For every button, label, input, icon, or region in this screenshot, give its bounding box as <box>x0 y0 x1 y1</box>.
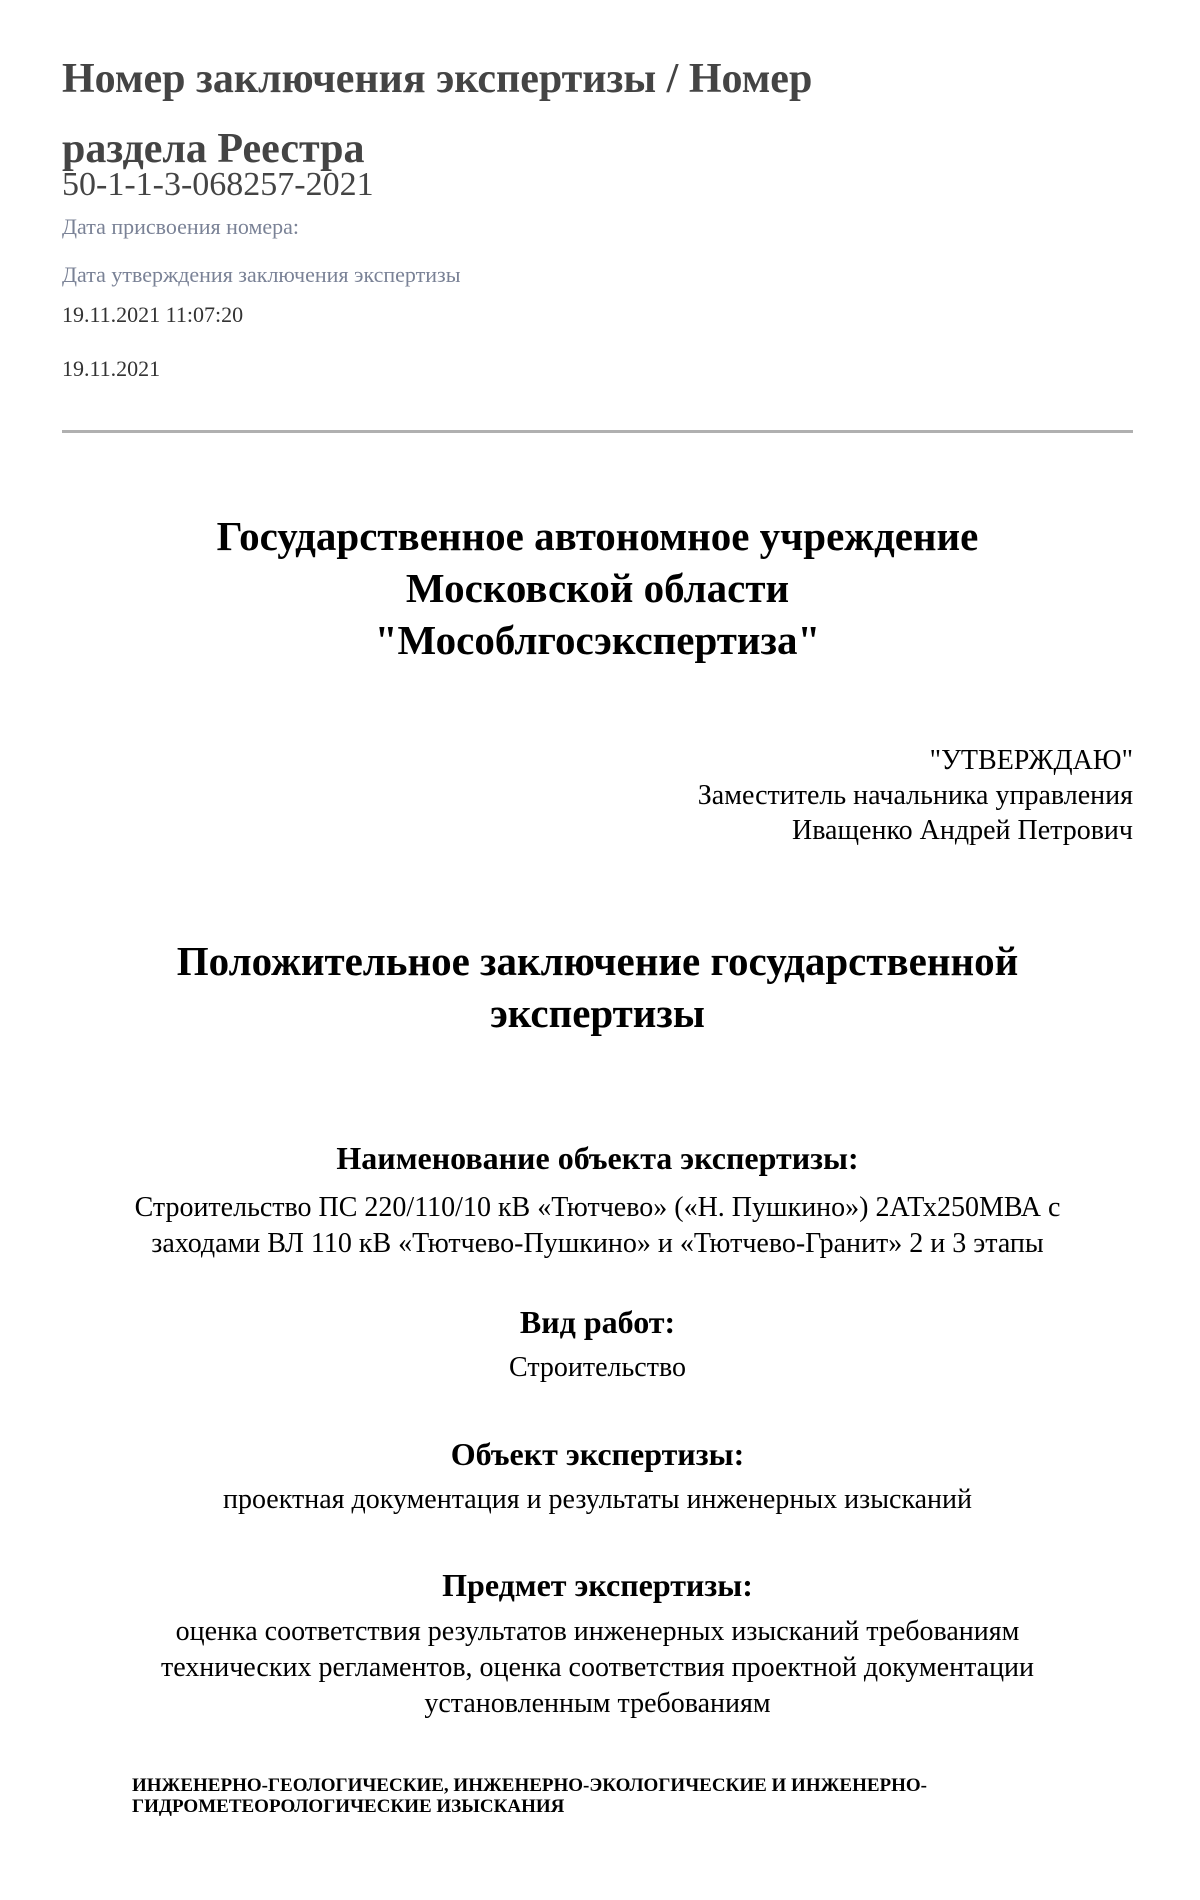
expertise-object-heading: Объект экспертизы: <box>450 1436 745 1472</box>
organization-line: Московской области <box>405 565 790 611</box>
surveys-section-heading <box>132 1775 1132 1817</box>
conclusion-title <box>62 935 1133 1039</box>
approval-block <box>62 743 1133 848</box>
conclusion-title-line: Положительное заключение государственной <box>176 938 1019 984</box>
organization-name <box>62 510 1133 666</box>
approver-position: Заместитель начальника управления <box>697 780 1133 811</box>
object-name-line: Строительство ПС 220/110/10 кВ «Тютчево» («Н. Пушкино») 2АТх250МВА с <box>134 1192 1061 1223</box>
number-date-label: Дата присвоения номера: <box>62 214 300 239</box>
surveys-heading-line: ИНЖЕНЕРНО-ГЕОЛОГИЧЕСКИЕ, ИНЖЕНЕРНО-ЭКОЛОГИЧЕСКИЕ И ИНЖЕНЕРНО- <box>132 1775 928 1796</box>
surveys-heading-line: ГИДРОМЕТЕОРОЛОГИЧЕСКИЕ ИЗЫСКАНИЯ <box>132 1796 565 1817</box>
number-date-value: 19.11.2021 11:07:20 <box>62 302 244 327</box>
organization-line: Государственное автономное учреждение <box>216 513 979 559</box>
expertise-subject-line: технических регламентов, оценка соответствия проектной документации <box>160 1652 1035 1683</box>
expertise-subject-value <box>62 1614 1133 1722</box>
expertise-object-value <box>62 1482 1133 1518</box>
work-type-value <box>62 1350 1133 1386</box>
work-type-heading: Вид работ: <box>519 1304 676 1340</box>
registry-title-line: раздела Реестра <box>62 126 365 172</box>
object-name-heading: Наименование объекта экспертизы: <box>336 1140 859 1176</box>
expertise-subject-heading: Предмет экспертизы: <box>442 1567 753 1603</box>
registry-number: 50-1-1-3-068257-2021 <box>62 166 374 203</box>
object-name-value <box>62 1190 1133 1262</box>
registry-title-line: Номер заключения экспертизы / Номер <box>62 56 813 102</box>
approval-stamp: "УТВЕРЖДАЮ" <box>929 745 1133 776</box>
approver-name: Иващенко Андрей Петрович <box>791 815 1133 846</box>
divider <box>62 430 1133 433</box>
expertise-object-line: проектная документация и результаты инженерных изысканий <box>222 1484 972 1515</box>
registry-title <box>62 44 1142 184</box>
expertise-subject-line: установленным требованиям <box>424 1688 771 1719</box>
approval-date-value: 19.11.2021 <box>62 356 161 381</box>
expertise-subject-line: оценка соответствия результатов инженерных изысканий требованиям <box>175 1616 1020 1647</box>
object-name-line: заходами ВЛ 110 кВ «Тютчево-Пушкино» и «Тютчево-Гранит» 2 и 3 этапы <box>151 1228 1044 1259</box>
conclusion-title-line: экспертизы <box>490 990 705 1036</box>
work-type-line: Строительство <box>509 1352 686 1383</box>
approval-date-label: Дата утверждения заключения экспертизы <box>62 262 461 287</box>
organization-line: "Мособлгосэкспертиза" <box>374 617 821 663</box>
